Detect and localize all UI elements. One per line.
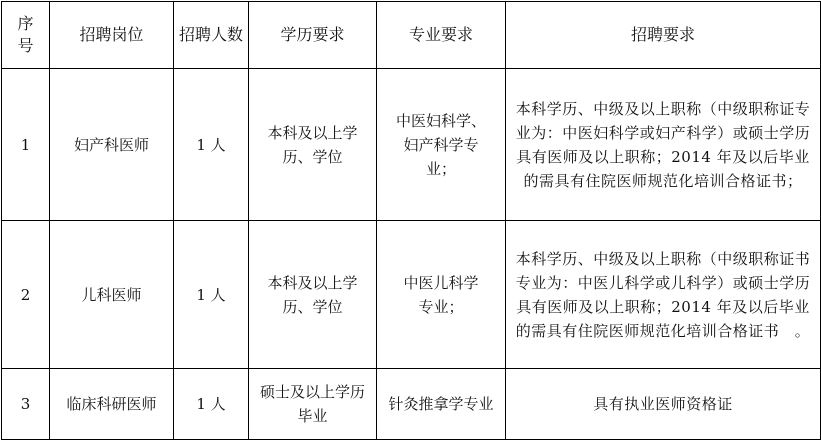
row-education: 硕士及以上学历毕业 (249, 369, 377, 440)
row-count: 1 人 (174, 369, 249, 440)
row-seq: 1 (2, 69, 50, 221)
row-seq: 2 (2, 221, 50, 369)
row-major: 中医妇科学、妇产科学专业； (377, 69, 506, 221)
header-count: 招聘人数 (174, 2, 249, 69)
row-position: 临床科研医师 (50, 369, 174, 440)
header-seq: 序号 (2, 2, 50, 69)
row-position: 妇产科医师 (50, 69, 174, 221)
row-requirements: 本科学历、中级及以上职称（中级职称证书专业为：中医儿科学或儿科学）或硕士学历具有医师及以上职称；2014 年及以后毕业的需具有住院医师规范化培训合格证书 。 (506, 221, 821, 369)
header-position: 招聘岗位 (50, 2, 174, 69)
row-requirements: 本科学历、中级及以上职称（中级职称证专业为：中医妇科学或妇产科学）或硕士学历具有医师及以上职称；2014 年及以后毕业的需具有住院医师规范化培训合格证书； (506, 69, 821, 221)
recruitment-table-page (0, 1, 821, 444)
row-education: 本科及以上学历、学位 (249, 221, 377, 369)
row-major: 中医儿科学专业； (377, 221, 506, 369)
table-row (2, 221, 821, 369)
table-row (2, 369, 821, 440)
header-major: 专业要求 (377, 2, 506, 69)
row-position: 儿科医师 (50, 221, 174, 369)
row-count: 1 人 (174, 221, 249, 369)
row-seq: 3 (2, 369, 50, 440)
row-requirements: 具有执业医师资格证 (506, 369, 821, 440)
header-education: 学历要求 (249, 2, 377, 69)
recruitment-table (1, 1, 821, 440)
row-major: 针灸推拿学专业 (377, 369, 506, 440)
table-header-row (2, 2, 821, 69)
row-education: 本科及以上学历、学位 (249, 69, 377, 221)
table-row (2, 69, 821, 221)
row-count: 1 人 (174, 69, 249, 221)
header-requirements: 招聘要求 (506, 2, 821, 69)
